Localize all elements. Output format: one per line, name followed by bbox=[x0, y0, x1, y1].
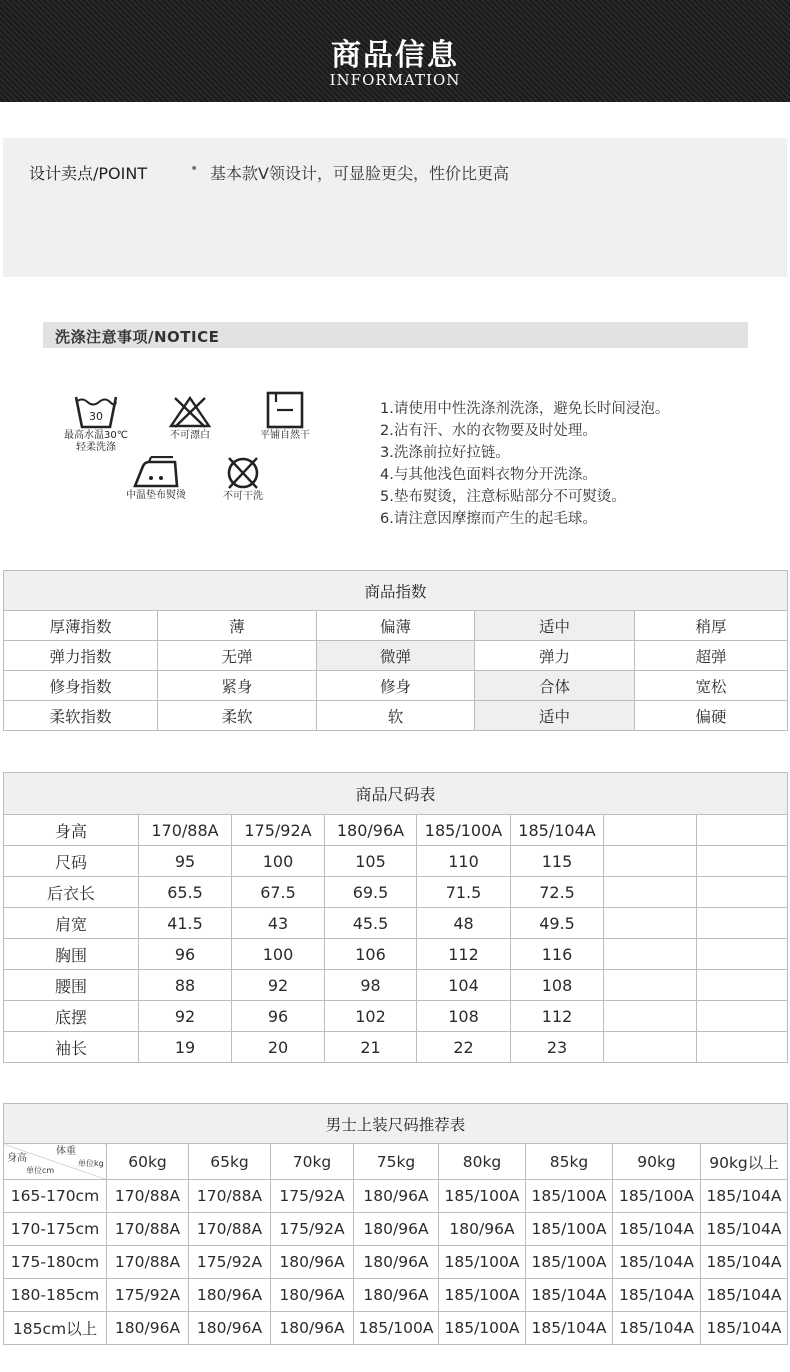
no-dry-clean-icon bbox=[224, 455, 262, 491]
recommend-size-cell: 180/96A bbox=[107, 1312, 189, 1345]
size-cell bbox=[604, 1001, 697, 1032]
recommend-size-cell: 185/104A bbox=[526, 1312, 613, 1345]
wash-caption-1: 最高水温30℃ bbox=[64, 430, 128, 441]
table-row bbox=[4, 701, 788, 731]
point-text: 基本款V领设计，可显脸更尖，性价比更高 bbox=[210, 164, 509, 183]
size-cell: 20 bbox=[232, 1032, 325, 1063]
weight-header: 70kg bbox=[271, 1144, 354, 1180]
size-row-label: 肩宽 bbox=[4, 908, 139, 939]
corner-height-unit: 单位cm bbox=[26, 1166, 55, 1175]
table-row bbox=[4, 1279, 788, 1312]
size-cell: 95 bbox=[139, 846, 232, 877]
size-cell: 106 bbox=[325, 939, 417, 970]
table-caption-row bbox=[4, 571, 788, 611]
recommend-size-cell: 175/92A bbox=[271, 1180, 354, 1213]
recommend-size-cell: 180/96A bbox=[271, 1246, 354, 1279]
recommend-table-title: 男士上装尺码推荐表 bbox=[4, 1104, 788, 1144]
recommend-size-cell: 185/100A bbox=[526, 1180, 613, 1213]
index-label: 柔软指数 bbox=[4, 701, 158, 731]
size-cell: 112 bbox=[511, 1001, 604, 1032]
size-row-label: 底摆 bbox=[4, 1001, 139, 1032]
size-chart-table bbox=[3, 772, 788, 1063]
size-cell: 110 bbox=[417, 846, 511, 877]
recommend-size-cell: 170/88A bbox=[107, 1246, 189, 1279]
size-cell: 112 bbox=[417, 939, 511, 970]
care-item: 1.请使用中性洗涤剂洗涤，避免长时间浸泡。 bbox=[380, 401, 670, 417]
size-cell bbox=[697, 846, 788, 877]
iron-block bbox=[116, 456, 196, 502]
index-label: 弹力指数 bbox=[4, 641, 158, 671]
no-dry-clean-block bbox=[212, 455, 274, 503]
care-item: 4.与其他浅色面料衣物分开洗涤。 bbox=[380, 467, 597, 483]
size-cell: 108 bbox=[511, 970, 604, 1001]
size-cell: 98 bbox=[325, 970, 417, 1001]
bullet-icon: • bbox=[190, 161, 199, 177]
recommend-size-cell: 175/92A bbox=[107, 1279, 189, 1312]
table-caption-row bbox=[4, 773, 788, 815]
recommend-size-cell: 185/104A bbox=[701, 1213, 788, 1246]
table-row bbox=[4, 1001, 788, 1032]
size-cell: 41.5 bbox=[139, 908, 232, 939]
wash-30-icon bbox=[73, 394, 119, 430]
weight-header: 65kg bbox=[189, 1144, 271, 1180]
corner-header-cell bbox=[4, 1144, 107, 1180]
index-option: 弹力 bbox=[475, 641, 635, 671]
notice-header bbox=[43, 322, 748, 348]
recommend-size-cell: 170/88A bbox=[189, 1213, 271, 1246]
care-item: 6.请注意因摩擦而产生的起毛球。 bbox=[380, 511, 597, 527]
recommend-size-cell: 185/100A bbox=[526, 1213, 613, 1246]
table-row bbox=[4, 815, 788, 846]
size-cell: 108 bbox=[417, 1001, 511, 1032]
recommend-size-cell: 180/96A bbox=[271, 1279, 354, 1312]
size-cell: 49.5 bbox=[511, 908, 604, 939]
size-cell bbox=[604, 908, 697, 939]
corner-weight-unit: 单位kg bbox=[78, 1159, 104, 1168]
size-cell: 185/104A bbox=[511, 815, 604, 846]
wash-30-block bbox=[56, 394, 136, 454]
recommend-size-cell: 185/100A bbox=[439, 1180, 526, 1213]
table-row bbox=[4, 1246, 788, 1279]
index-option: 偏硬 bbox=[635, 701, 788, 731]
weight-header: 60kg bbox=[107, 1144, 189, 1180]
size-cell: 96 bbox=[139, 939, 232, 970]
no-dry-clean-caption: 不可干洗 bbox=[223, 491, 263, 502]
size-row-label: 身高 bbox=[4, 815, 139, 846]
recommend-size-cell: 185/104A bbox=[701, 1279, 788, 1312]
recommend-size-cell: 185/104A bbox=[613, 1312, 701, 1345]
corner-height-label: 身高 bbox=[7, 1153, 27, 1164]
recommend-size-cell: 185/104A bbox=[701, 1246, 788, 1279]
size-cell bbox=[697, 1001, 788, 1032]
recommend-size-cell: 180/96A bbox=[354, 1279, 439, 1312]
size-cell: 43 bbox=[232, 908, 325, 939]
size-cell: 22 bbox=[417, 1032, 511, 1063]
recommend-size-cell: 185/104A bbox=[526, 1279, 613, 1312]
table-caption-row bbox=[4, 1104, 788, 1144]
height-label: 170-175cm bbox=[4, 1213, 107, 1246]
wash-caption-2: 轻柔洗涤 bbox=[76, 442, 116, 453]
weight-header: 85kg bbox=[526, 1144, 613, 1180]
size-cell: 92 bbox=[232, 970, 325, 1001]
size-cell bbox=[697, 939, 788, 970]
size-cell: 100 bbox=[232, 939, 325, 970]
recommend-size-cell: 185/100A bbox=[354, 1312, 439, 1345]
recommend-size-cell: 180/96A bbox=[189, 1312, 271, 1345]
index-option: 柔软 bbox=[158, 701, 317, 731]
size-cell bbox=[697, 1032, 788, 1063]
size-cell: 48 bbox=[417, 908, 511, 939]
size-cell bbox=[604, 815, 697, 846]
weight-header: 90kg以上 bbox=[701, 1144, 788, 1180]
index-option: 软 bbox=[317, 701, 475, 731]
recommend-size-cell: 180/96A bbox=[354, 1180, 439, 1213]
size-cell: 170/88A bbox=[139, 815, 232, 846]
recommend-size-cell: 180/96A bbox=[354, 1246, 439, 1279]
size-cell: 88 bbox=[139, 970, 232, 1001]
table-row bbox=[4, 611, 788, 641]
recommend-size-cell: 185/104A bbox=[701, 1312, 788, 1345]
recommend-size-cell: 170/88A bbox=[107, 1180, 189, 1213]
size-recommend-table bbox=[3, 1103, 788, 1345]
care-item: 3.洗涤前拉好拉链。 bbox=[380, 445, 510, 461]
iron-caption: 中温垫布熨烫 bbox=[126, 490, 186, 501]
weight-header: 90kg bbox=[613, 1144, 701, 1180]
index-option: 超弹 bbox=[635, 641, 788, 671]
size-cell bbox=[604, 877, 697, 908]
size-cell: 69.5 bbox=[325, 877, 417, 908]
height-label: 175-180cm bbox=[4, 1246, 107, 1279]
size-cell: 72.5 bbox=[511, 877, 604, 908]
iron-medium-icon bbox=[131, 456, 181, 490]
index-option: 修身 bbox=[317, 671, 475, 701]
wash-temp-number: 30 bbox=[89, 410, 103, 423]
care-item: 2.沾有汗、水的衣物要及时处理。 bbox=[380, 423, 597, 439]
size-cell: 104 bbox=[417, 970, 511, 1001]
size-cell: 100 bbox=[232, 846, 325, 877]
index-label: 厚薄指数 bbox=[4, 611, 158, 641]
table-row bbox=[4, 877, 788, 908]
size-cell: 105 bbox=[325, 846, 417, 877]
table-row bbox=[4, 1180, 788, 1213]
index-option: 无弹 bbox=[158, 641, 317, 671]
height-label: 185cm以上 bbox=[4, 1312, 107, 1345]
recommend-size-cell: 185/100A bbox=[439, 1312, 526, 1345]
recommend-size-cell: 185/100A bbox=[613, 1180, 701, 1213]
size-cell: 96 bbox=[232, 1001, 325, 1032]
size-table-title: 商品尺码表 bbox=[4, 773, 788, 815]
point-label: 设计卖点/POINT bbox=[29, 164, 148, 183]
weight-header: 75kg bbox=[354, 1144, 439, 1180]
notice-title: 洗涤注意事项/NOTICE bbox=[55, 328, 220, 346]
page-subtitle: INFORMATION bbox=[329, 71, 461, 89]
height-label: 180-185cm bbox=[4, 1279, 107, 1312]
recommend-size-cell: 185/104A bbox=[701, 1180, 788, 1213]
recommend-size-cell: 180/96A bbox=[189, 1279, 271, 1312]
size-cell: 185/100A bbox=[417, 815, 511, 846]
index-option-selected: 适中 bbox=[475, 701, 635, 731]
weight-header: 80kg bbox=[439, 1144, 526, 1180]
size-cell: 65.5 bbox=[139, 877, 232, 908]
size-cell: 102 bbox=[325, 1001, 417, 1032]
header-banner bbox=[0, 0, 790, 102]
design-point-section bbox=[3, 138, 787, 277]
recommend-size-cell: 170/88A bbox=[189, 1180, 271, 1213]
size-cell bbox=[697, 815, 788, 846]
table-row bbox=[4, 1213, 788, 1246]
size-cell: 67.5 bbox=[232, 877, 325, 908]
size-cell: 92 bbox=[139, 1001, 232, 1032]
size-row-label: 腰围 bbox=[4, 970, 139, 1001]
size-cell: 180/96A bbox=[325, 815, 417, 846]
care-item: 5.垫布熨烫，注意标贴部分不可熨烫。 bbox=[380, 489, 626, 505]
no-bleach-icon bbox=[166, 394, 214, 430]
page-title: 商品信息 bbox=[331, 38, 459, 73]
size-cell bbox=[697, 877, 788, 908]
size-cell: 115 bbox=[511, 846, 604, 877]
size-cell: 19 bbox=[139, 1032, 232, 1063]
size-cell: 71.5 bbox=[417, 877, 511, 908]
index-option: 稍厚 bbox=[635, 611, 788, 641]
flat-dry-caption: 平铺自然干 bbox=[260, 430, 310, 441]
table-row bbox=[4, 939, 788, 970]
height-label: 165-170cm bbox=[4, 1180, 107, 1213]
size-row-label: 袖长 bbox=[4, 1032, 139, 1063]
index-option-selected: 微弹 bbox=[317, 641, 475, 671]
recommend-size-cell: 185/100A bbox=[439, 1279, 526, 1312]
table-row bbox=[4, 641, 788, 671]
size-cell bbox=[697, 908, 788, 939]
recommend-size-cell: 180/96A bbox=[439, 1213, 526, 1246]
flat-dry-icon bbox=[265, 390, 305, 430]
table-row bbox=[4, 846, 788, 877]
product-index-table bbox=[3, 570, 788, 731]
recommend-size-cell: 170/88A bbox=[107, 1213, 189, 1246]
index-option-selected: 适中 bbox=[475, 611, 635, 641]
size-row-label: 胸围 bbox=[4, 939, 139, 970]
table-row bbox=[4, 908, 788, 939]
flat-dry-block bbox=[250, 390, 320, 442]
size-row-label: 后衣长 bbox=[4, 877, 139, 908]
recommend-size-cell: 175/92A bbox=[189, 1246, 271, 1279]
table-header-row bbox=[4, 1144, 788, 1180]
corner-weight-label: 体重 bbox=[56, 1146, 76, 1157]
index-option: 宽松 bbox=[635, 671, 788, 701]
size-cell bbox=[697, 970, 788, 1001]
size-cell: 21 bbox=[325, 1032, 417, 1063]
index-option-selected: 合体 bbox=[475, 671, 635, 701]
no-bleach-caption: 不可漂白 bbox=[170, 430, 210, 441]
table-row bbox=[4, 671, 788, 701]
size-cell bbox=[604, 970, 697, 1001]
table-row bbox=[4, 1312, 788, 1345]
size-cell: 116 bbox=[511, 939, 604, 970]
index-option: 偏薄 bbox=[317, 611, 475, 641]
size-cell: 175/92A bbox=[232, 815, 325, 846]
index-label: 修身指数 bbox=[4, 671, 158, 701]
recommend-size-cell: 185/100A bbox=[439, 1246, 526, 1279]
recommend-size-cell: 185/104A bbox=[613, 1246, 701, 1279]
size-row-label: 尺码 bbox=[4, 846, 139, 877]
size-cell bbox=[604, 939, 697, 970]
recommend-size-cell: 185/100A bbox=[526, 1246, 613, 1279]
recommend-size-cell: 180/96A bbox=[354, 1213, 439, 1246]
recommend-size-cell: 185/104A bbox=[613, 1279, 701, 1312]
index-option: 紧身 bbox=[158, 671, 317, 701]
no-bleach-block bbox=[158, 394, 222, 442]
recommend-size-cell: 180/96A bbox=[271, 1312, 354, 1345]
size-cell: 23 bbox=[511, 1032, 604, 1063]
size-cell: 45.5 bbox=[325, 908, 417, 939]
table-row bbox=[4, 970, 788, 1001]
recommend-size-cell: 175/92A bbox=[271, 1213, 354, 1246]
size-cell bbox=[604, 846, 697, 877]
care-instructions bbox=[380, 398, 669, 530]
table-row bbox=[4, 1032, 788, 1063]
index-option: 薄 bbox=[158, 611, 317, 641]
index-table-title: 商品指数 bbox=[4, 571, 788, 611]
size-cell bbox=[604, 1032, 697, 1063]
recommend-size-cell: 185/104A bbox=[613, 1213, 701, 1246]
